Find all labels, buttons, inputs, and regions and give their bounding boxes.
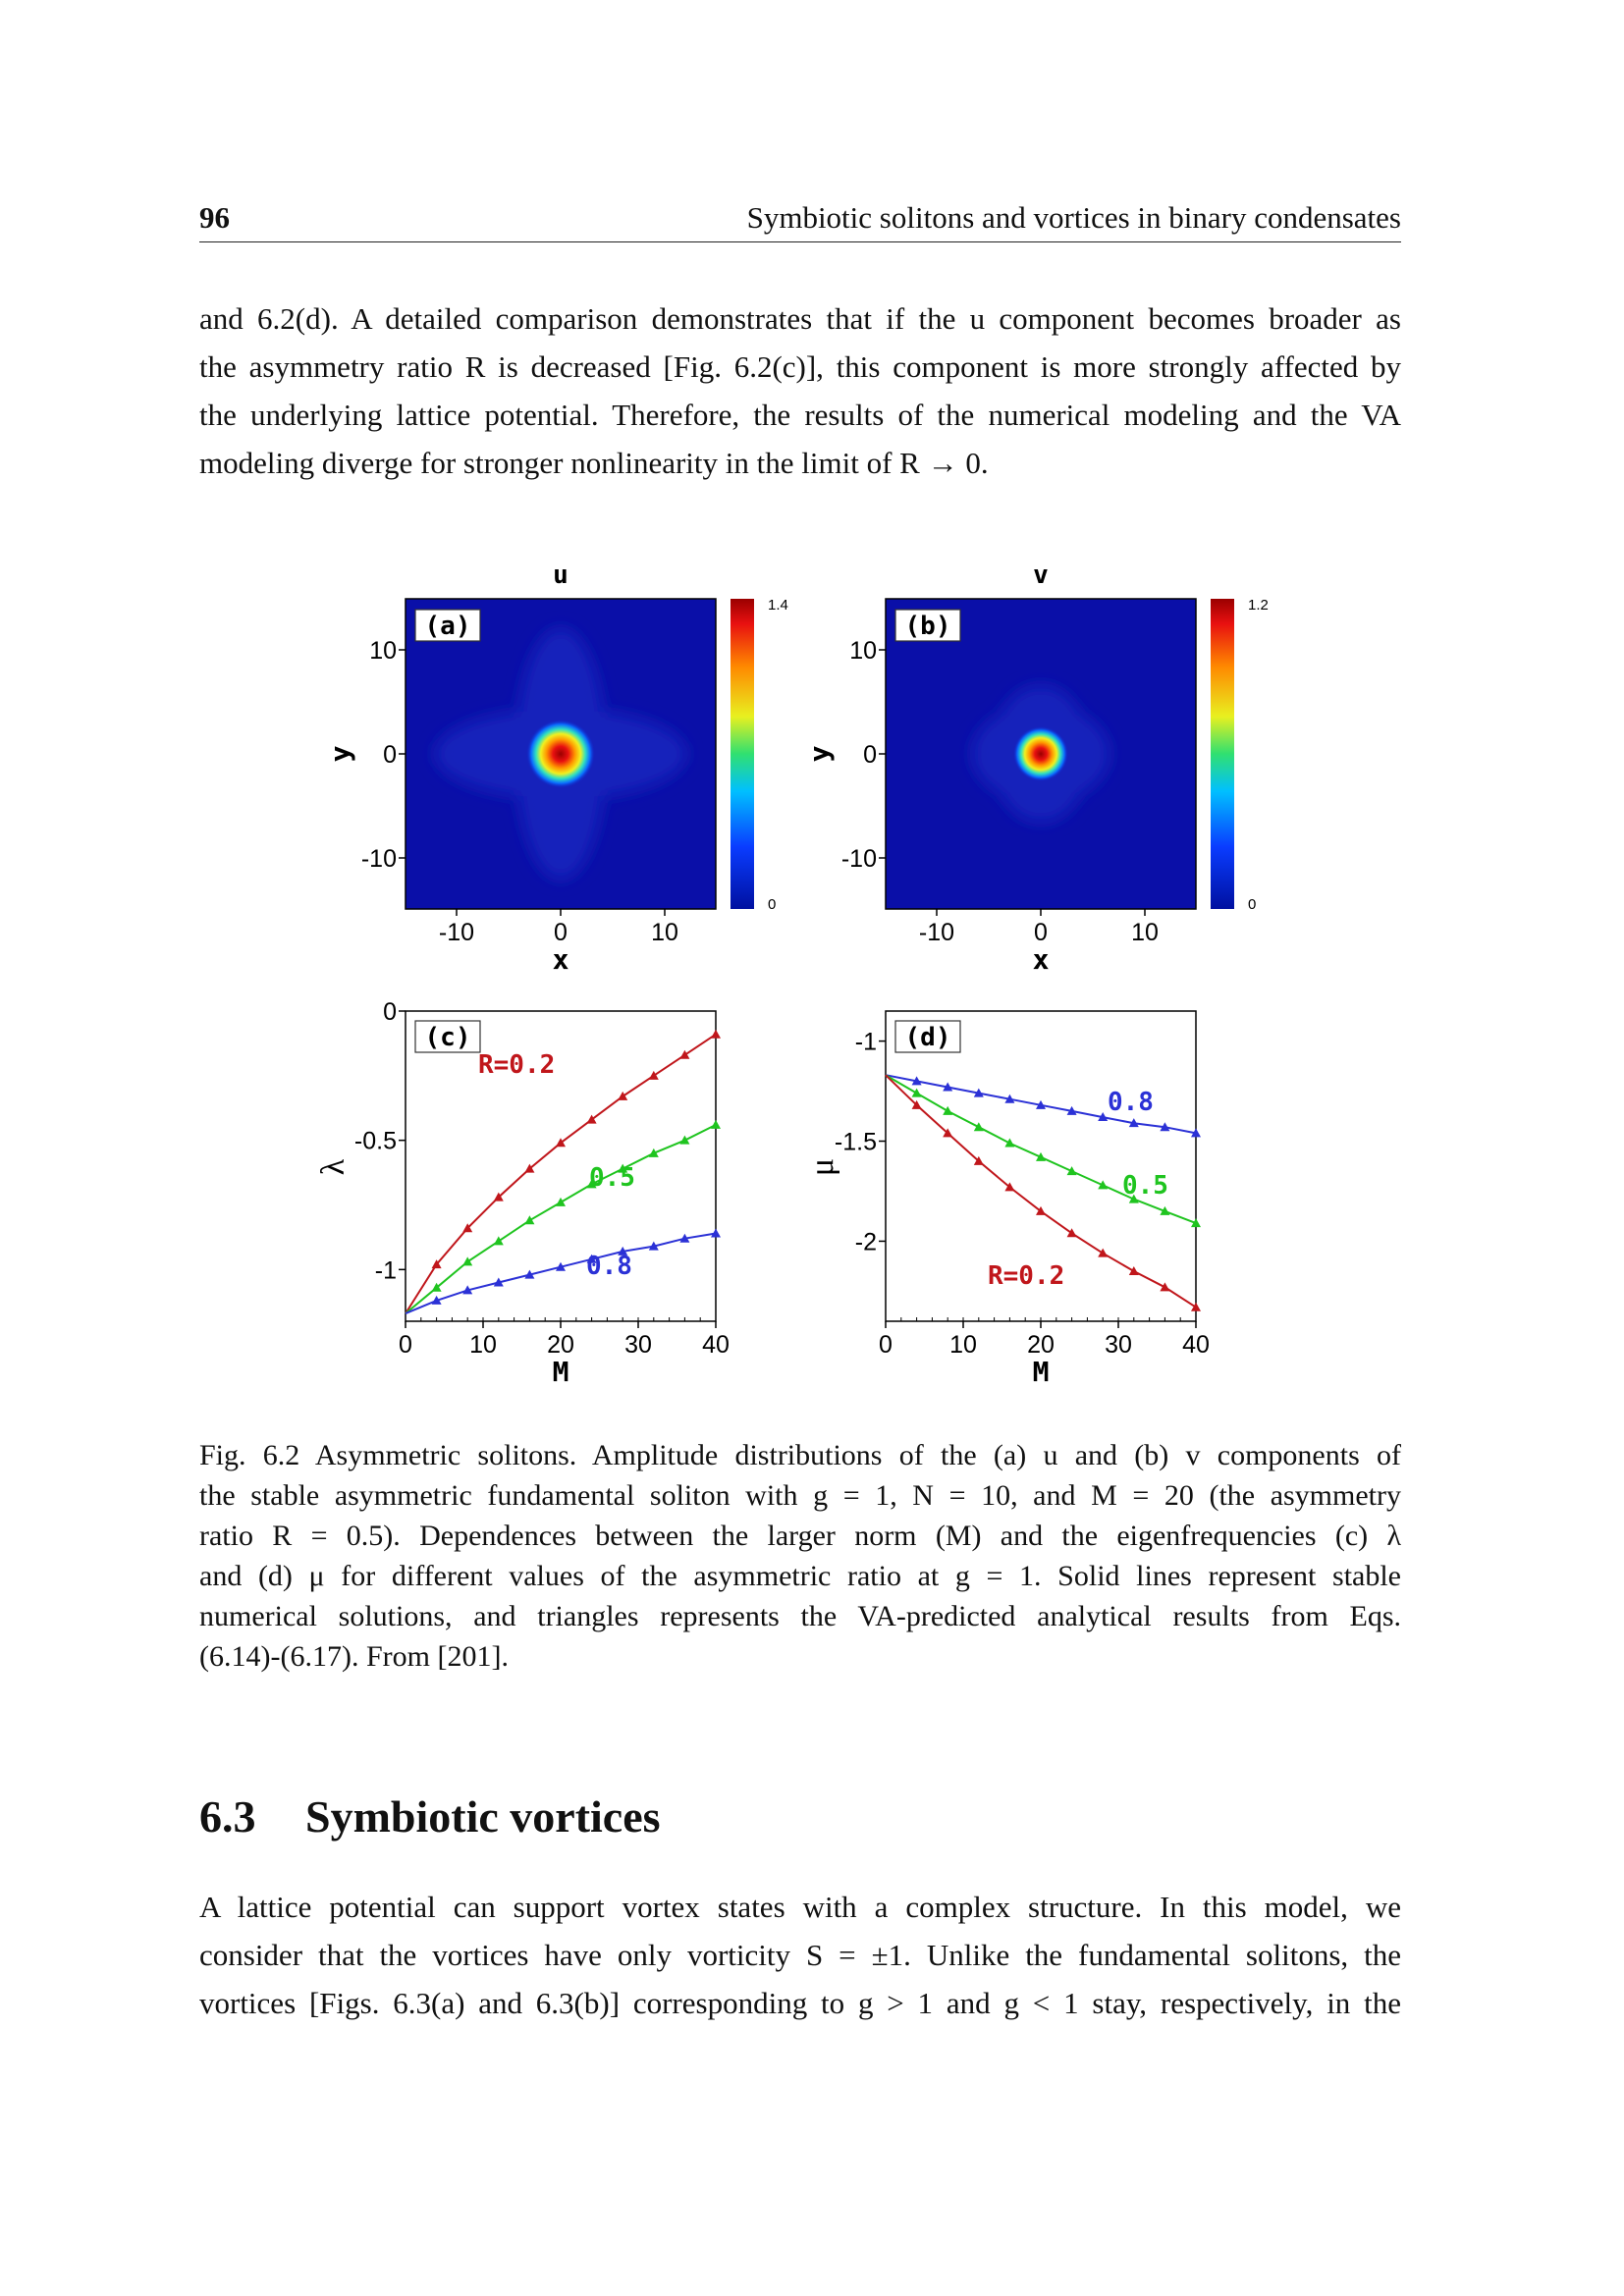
panel-b (803, 561, 1269, 976)
panel-a-label: (a) (424, 612, 471, 641)
panel-a-soliton-peak (526, 720, 595, 788)
panel-a-ytick: 10 (369, 637, 397, 665)
paragraph-line: modeling diverge for stronger nonlinearity in the limit of R → 0. (199, 446, 989, 480)
panel-c-ytick: -0.5 (353, 1127, 397, 1155)
panel-a-xlabel: x (552, 943, 569, 976)
panel-b-label: (b) (904, 612, 951, 641)
panel-d-xtick: 40 (1182, 1331, 1210, 1359)
caption-line: and (d) μ for different values of the asymmetric ratio at g = 1. Solid lines represent stable (199, 1560, 1401, 1592)
panel-d-xlabel: M (1032, 1356, 1050, 1388)
panel-d-ytick: -2 (854, 1228, 877, 1256)
panel-c-ylabel: λ (315, 1158, 352, 1176)
body-paragraph-2 (199, 1883, 1401, 2027)
panel-b-ylabel: y (803, 745, 836, 763)
caption-line: numerical solutions, and triangles represents the VA-predicted analytical results from Eqs. (199, 1600, 1401, 1632)
panel-b-ytick: -10 (840, 845, 877, 873)
panel-c-xtick: 0 (399, 1331, 412, 1359)
paragraph-line: the asymmetry ratio R is decreased [Fig. 6.2(c)], this component is more strongly affected by (199, 349, 1401, 384)
figure-caption (199, 1435, 1401, 1677)
panel-b-soliton-peak (1013, 726, 1068, 781)
panel-a-title: u (553, 561, 568, 590)
panel-d-series-label-r02: R=0.2 (988, 1261, 1065, 1291)
caption-line: (6.14)-(6.17). From [201]. (199, 1640, 509, 1673)
panel-d-series-label-08: 0.8 (1108, 1088, 1154, 1117)
paragraph-line: consider that the vortices have only vorticity S = ±1. Unlike the fundamental solitons, the (199, 1938, 1401, 1972)
panel-a-colorbar-min: 0 (768, 896, 777, 913)
paragraph-line: A lattice potential can support vortex states with a complex structure. In this model, we (199, 1890, 1401, 1924)
figure-6-2 (314, 555, 1276, 1409)
panel-a-ytick: -10 (360, 845, 397, 873)
panel-d-xtick: 30 (1105, 1331, 1132, 1359)
section-title: Symbiotic vortices (305, 1791, 661, 1842)
panel-d-ytick: -1.5 (834, 1128, 877, 1156)
panel-d-xtick: 0 (879, 1331, 893, 1359)
running-head (199, 196, 1401, 242)
panel-d-label: (d) (904, 1023, 951, 1052)
paragraph-line: vortices [Figs. 6.3(a) and 6.3(b)] corresponding to g > 1 and g < 1 stay, respectively, in the (199, 1986, 1401, 2020)
panel-c-series-label-08: 0.8 (586, 1252, 632, 1281)
section-number: 6.3 (199, 1791, 256, 1842)
panel-a-colorbar-max: 1.4 (768, 597, 788, 614)
panel-a-xtick: 0 (554, 919, 568, 946)
panel-c-xtick: 20 (547, 1331, 574, 1359)
panel-a-xtick: 10 (651, 919, 678, 946)
page-number: 96 (199, 200, 230, 235)
panel-d-xtick: 10 (949, 1331, 977, 1359)
chapter-title: Symbiotic solitons and vortices in binary condensates (746, 200, 1401, 235)
panel-b-colorbar-min: 0 (1248, 896, 1257, 913)
panel-b-xtick: 0 (1034, 919, 1048, 946)
panel-b-xtick: -10 (918, 919, 955, 946)
panel-b-title: v (1033, 561, 1049, 590)
body-paragraph-1 (199, 294, 1401, 487)
panel-d-ytick: -1 (854, 1028, 877, 1056)
panel-b-xlabel: x (1032, 943, 1050, 976)
panel-d (804, 1011, 1210, 1388)
panel-a-colorbar (731, 599, 754, 909)
panel-b-ytick: 0 (863, 741, 877, 769)
panel-c-xtick: 30 (624, 1331, 652, 1359)
panel-a (324, 561, 788, 976)
panel-b-ytick: 10 (849, 637, 877, 665)
paragraph-line: the underlying lattice potential. Therefore, the results of the numerical modeling and the VA (199, 398, 1401, 432)
panel-c-xlabel: M (552, 1356, 569, 1388)
caption-line: Fig. 6.2 Asymmetric solitons. Amplitude distributions of the (a) u and (b) v components of (199, 1439, 1401, 1471)
caption-line: ratio R = 0.5). Dependences between the larger norm (M) and the eigenfrequencies (c) λ (199, 1520, 1401, 1552)
paragraph-line: and 6.2(d). A detailed comparison demonstrates that if the u component becomes broader as (199, 301, 1401, 336)
panel-b-xtick: 10 (1131, 919, 1159, 946)
panel-c-xtick: 40 (702, 1331, 730, 1359)
panel-a-ytick: 0 (383, 741, 397, 769)
panel-c-series-label-05: 0.5 (589, 1163, 635, 1193)
panel-c-ytick: -1 (374, 1256, 397, 1285)
panel-d-xtick: 20 (1027, 1331, 1055, 1359)
panel-a-ylabel: y (324, 745, 356, 763)
panel-a-xtick: -10 (438, 919, 475, 946)
panel-d-ylabel: μ (804, 1157, 840, 1177)
panel-d-series-label-05: 0.5 (1122, 1171, 1168, 1201)
panel-c-series-label-r02: R=0.2 (478, 1050, 556, 1080)
caption-line: the stable asymmetric fundamental soliton with g = 1, N = 10, and M = 20 (the asymmetry (199, 1479, 1401, 1512)
section-heading (199, 1790, 661, 1842)
panel-b-colorbar-max: 1.2 (1248, 597, 1269, 614)
panel-c-ytick: 0 (383, 998, 397, 1026)
panel-c-xtick: 10 (469, 1331, 497, 1359)
panel-c (315, 998, 730, 1388)
panel-b-colorbar (1211, 599, 1234, 909)
panel-c-label: (c) (424, 1023, 471, 1052)
